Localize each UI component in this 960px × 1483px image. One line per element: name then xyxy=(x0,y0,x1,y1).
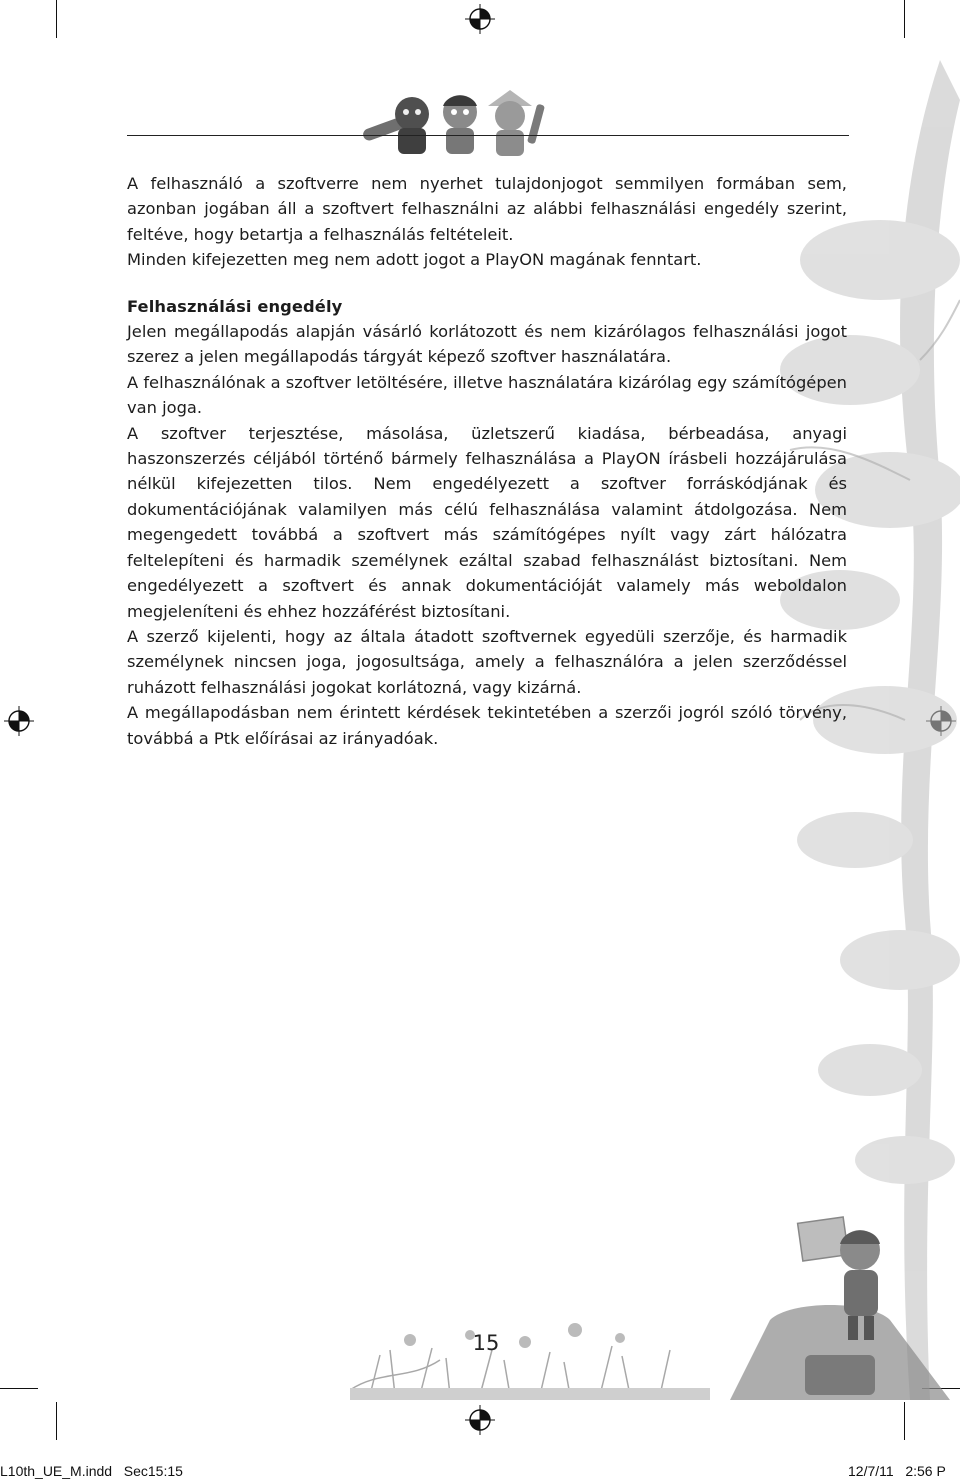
header-rule xyxy=(127,135,849,136)
footer-character-illustration xyxy=(790,1200,910,1350)
slug-date-info: 12/7/11 2:56 P xyxy=(848,1463,946,1479)
license-text xyxy=(127,171,847,751)
registration-mark-left xyxy=(4,706,34,736)
section-paragraph: A szoftver terjesztése, másolása, üzletszerű kiadása, bérbeadása, anyagi haszonszerzés céljából történő bármely felhasználása a PlayON írásbeli hozzájárulása nélkül kifejezetten tilos. Nem engedélyezett a szoftver forráskódjának és dokumentációjának valamilyen más célú felhasználása valamint átdolgozása. Nem megengedett továbbá a szoftvert más számítógépes nyílt vagy zárt hálózatra feltelepíteni és harmadik személynek ezáltal szabad felhasználást biztosítani. Nem engedélyezett a szoftvert és annak dokumentációját valamely más weboldalon megjeleníteni és ehhez hozzáférést biztosítani. xyxy=(127,423,847,621)
registration-mark-bottom xyxy=(465,1405,495,1435)
intro-paragraph: A felhasználó a szoftverre nem nyerhet tulajdonjogot semmilyen formában sem, azonban jogában áll a szoftvert felhasználni az alábbi felhasználási engedély szerint, feltéve, hogy betartja a felhasználás feltételeit. xyxy=(127,174,847,244)
intro-paragraph: Minden kifejezetten meg nem adott jogot a PlayON magának fenntart. xyxy=(127,250,702,270)
header-characters-illustration xyxy=(360,88,560,160)
crop-mark-left-bottom xyxy=(0,1388,38,1389)
crop-mark-top-left xyxy=(56,0,57,38)
section-paragraph: Jelen megállapodás alapján vásárló korlátozott és nem kizárólagos felhasználási jogot szerez a jelen megállapodás tárgyát képező szoftver használatára. xyxy=(127,322,847,367)
section-paragraph: A szerző kijelenti, hogy az általa átadott szoftvernek egyedüli szerzője, és harmadik személynek nincsen joga, jogosultsága, amely a felhasználóra a jelen szerződéssel ruházott felhasználási jogokat korlátozná, vagy kizárná. xyxy=(127,626,847,697)
section-paragraph: A felhasználónak a szoftver letöltésére, illetve használatára kizárólag egy számítógépen van joga. xyxy=(127,372,847,418)
crop-mark-bottom-right xyxy=(904,1402,905,1440)
section-heading: Felhasználási engedély xyxy=(127,296,343,316)
crop-mark-bottom-left xyxy=(56,1402,57,1440)
section-paragraph: A megállapodásban nem érintett kérdések tekintetében a szerzői jogról szóló törvény, továbbá a Ptk előírásai az irányadóak. xyxy=(127,703,847,748)
crop-mark-top-right xyxy=(904,0,905,38)
slug-file-info: L10th_UE_M.indd Sec15:15 xyxy=(0,1463,183,1479)
registration-mark-top xyxy=(465,4,495,34)
page-number: 15 xyxy=(472,1331,500,1355)
